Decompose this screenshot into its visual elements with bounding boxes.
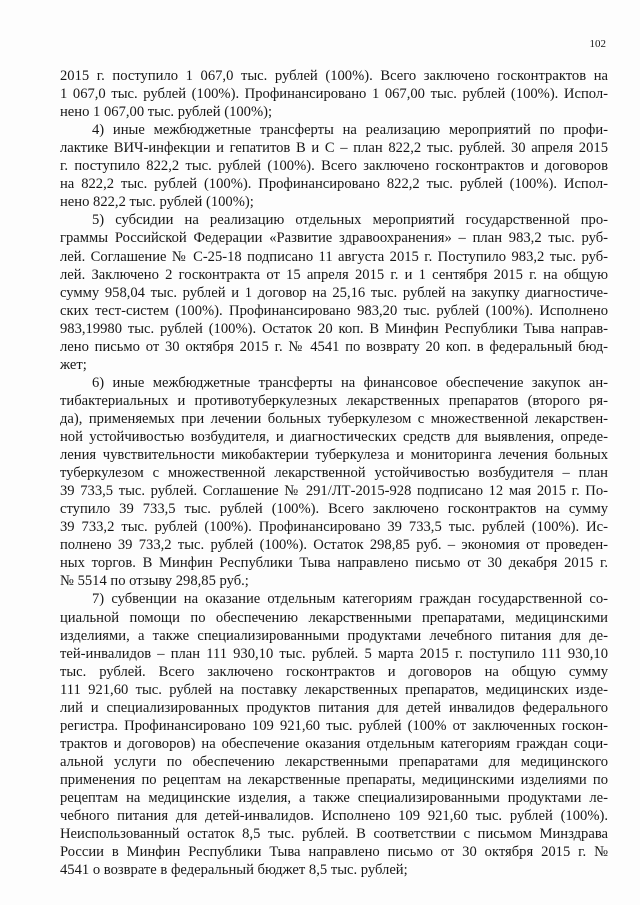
text-line: 39 733,5 тыс. рублей. Соглашение № 291/ЛТ-2015-928 подписано 12 мая 2015 г. По- xyxy=(60,483,608,500)
text-line: рецептам на медицинские изделия, а также специализированными продуктами ле- xyxy=(60,790,608,806)
text-line: 4541 о возврате в федеральный бюджет 8,5 тыс. рублей; xyxy=(60,862,408,879)
text-line: 2015 г. поступило 1 067,0 тыс. рублей (100%). Всего заключено госконтрактов на xyxy=(60,68,608,84)
text-line: ских тест-систем (100%). Профинансировано 983,20 тыс. рублей (100%). Исполнено xyxy=(60,302,608,319)
text-line: граммы Российской Федерации «Развитие здравоохранения» – план 983,2 тыс. руб- xyxy=(60,230,608,247)
text-line: применения по рецептам на лекарственные препараты, медицинскими изделиями по xyxy=(60,771,608,788)
text-line: № 5514 по отзыву 298,85 руб.; xyxy=(60,573,249,590)
page-number: 102 xyxy=(589,38,606,50)
text-line: Неиспользованный остаток 8,5 тыс. рублей. В соответствии с письмом Минздрава xyxy=(60,826,608,843)
text-line: тибактериальных и противотуберкулезных лекарственных препаратов (второго ря- xyxy=(60,392,608,409)
text-line: 1 067,0 тыс. рублей (100%). Профинансировано 1 067,00 тыс. рублей (100%). Испол- xyxy=(60,86,608,103)
text-line: ления чувствительности микобактерии туберкулеза и мониторинга лечения больных xyxy=(60,447,608,464)
text-line: тей-инвалидов – план 111 930,10 тыс. рублей. 5 марта 2015 г. поступило 111 930,10 xyxy=(60,645,608,662)
text-line: 983,19980 тыс. рублей (100%). Остаток 20 коп. В Минфин Республики Тыва направ- xyxy=(60,320,608,337)
text-line: чебного питания для детей-инвалидов. Исполнено 109 921,60 тыс. рублей (100%). xyxy=(60,808,608,825)
text-line: сумму 958,04 тыс. рублей и 1 договор на 25,16 тыс. рублей на закупку диагностиче- xyxy=(60,284,608,301)
text-line: 6) иные межбюджетные трансферты на финансовое обеспечение закупок ан- xyxy=(92,374,608,391)
text-line: 5) субсидии на реализацию отдельных мероприятий государственной про- xyxy=(92,212,608,229)
text-line: 4) иные межбюджетные трансферты на реализацию мероприятий по профи- xyxy=(92,122,608,139)
text-line: регистра. Профинансировано 109 921,60 тыс. рублей (100% от заключенных госкон- xyxy=(60,717,608,734)
text-line: лактике ВИЧ-инфекции и гепатитов В и С – план 822,2 тыс. рублей. 30 апреля 2015 xyxy=(60,140,608,157)
text-line: туберкулезом с множественной лекарственной устойчивостью возбудителя – план xyxy=(60,465,608,482)
text-line: ных торгов. В Минфин Республики Тыва направлено письмо от 30 декабря 2015 г. xyxy=(60,555,608,572)
text-line: циальной помощи по обеспечению лекарственными препаратами, медицинскими xyxy=(60,609,608,626)
text-line: жет; xyxy=(60,356,87,373)
text-line: да), применяемых при лечении больных туберкулезом с множественной лекарствен- xyxy=(60,410,608,427)
text-line: лий и специализированных продуктов питания для детей инвалидов федерального xyxy=(60,699,608,716)
text-line: г. поступило 822,2 тыс. рублей (100%). Всего заключено госконтрактов и договоров xyxy=(60,158,608,175)
text-line: альной услуги по обеспечению лекарственными препаратами для медицинского xyxy=(60,753,608,770)
text-line: изделиями, а также специализированными продуктами лечебного питания для де- xyxy=(60,627,608,644)
text-line: на 822,2 тыс. рублей (100%). Профинансировано 822,2 тыс. рублей (100%). Испол- xyxy=(60,176,608,193)
text-line: нено 1 067,00 тыс. рублей (100%); xyxy=(60,104,273,121)
text-line: трактов и договоров) на обеспечение оказания отдельным категориям граждан соци- xyxy=(60,735,608,752)
text-line: России в Минфин Республики Тыва направлено письмо от 30 октября 2015 г. № xyxy=(60,844,608,861)
text-line: 7) субвенции на оказание отдельным категориям граждан государственной со- xyxy=(92,591,608,608)
text-line: ной устойчивостью возбудителя, и диагностических средств для выявления, опреде- xyxy=(60,429,608,445)
text-line: нено 822,2 тыс. рублей (100%); xyxy=(60,194,254,211)
text-line: 111 921,60 тыс. рублей на поставку лекарственных препаратов, медицинских изде- xyxy=(60,681,608,698)
text-line: лей. Соглашение № С-25-18 подписано 11 августа 2015 г. Поступило 983,2 тыс. руб- xyxy=(60,248,608,265)
text-line: 39 733,2 тыс. рублей (100%). Профинансировано 39 733,5 тыс. рублей (100%). Ис- xyxy=(60,519,608,536)
text-line: тыс. рублей. Всего заключено госконтрактов и договоров на общую сумму xyxy=(60,663,608,680)
text-line: ступило 39 733,5 тыс. рублей (100%). Всего заключено госконтрактов на сумму xyxy=(60,501,608,518)
text-line: лей. Заключено 2 госконтракта от 15 апреля 2015 г. и 1 сентября 2015 г. на общую xyxy=(60,266,608,283)
text-line: лено письмо от 30 октября 2015 г. № 4541 по возврату 20 коп. в федеральный бюд- xyxy=(60,338,608,355)
text-line: полнено 39 733,2 тыс. рублей (100%). Остаток 298,85 руб. – экономия от проведен- xyxy=(60,537,608,554)
